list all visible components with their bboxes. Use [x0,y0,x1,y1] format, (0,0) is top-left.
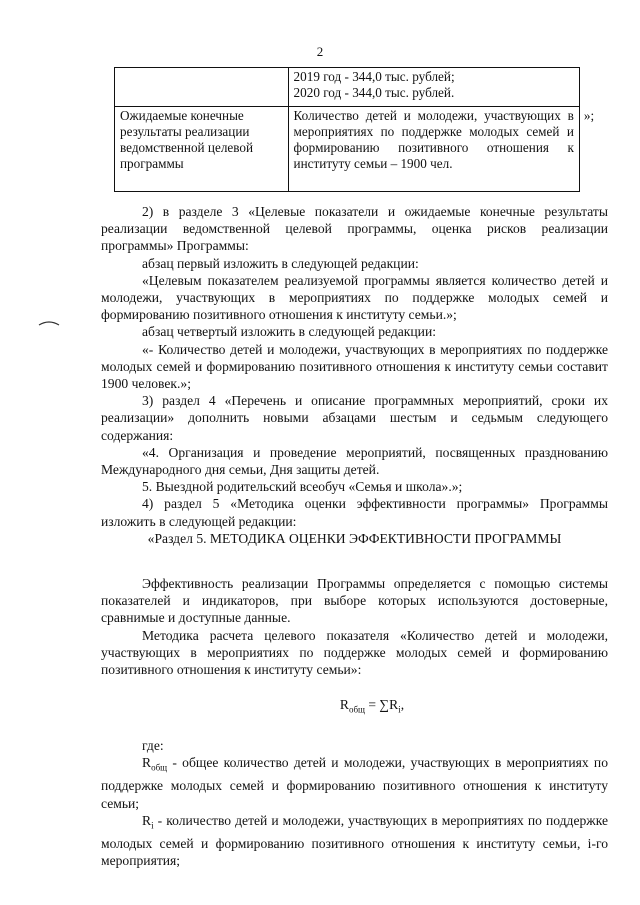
paragraph: «4. Организация и проведение мероприятий, посвященных празднованию Международного дня семьи, Дня защиты детей. [101,444,608,478]
expected-results-label: Ожидаемые конечные результаты реализации ведомственной целевой программы [115,107,289,192]
funding-2020: 2020 год - 344,0 тыс. рублей. [293,85,455,100]
paragraph: Эффективность реализации Программы определяется с помощью системы показателей и индикаторов, при выборе которых используются достоверные, сравнимые и доступные данные. [101,576,608,626]
closing-quote: »; [583,107,595,123]
table-row [115,68,608,107]
expected-results-value: Количество детей и молодежи, участвующих в мероприятиях по поддержке молодых семей и формированию позитивного отношения к институту семьи – 1900 чел. [288,107,579,192]
paragraph: абзац четвертый изложить в следующей редакции: [142,324,437,340]
section-heading: «Раздел 5. МЕТОДИКА ОЦЕНКИ ЭФФЕКТИВНОСТИ ПРОГРАММЫ [147,530,562,546]
paragraph: абзац первый изложить в следующей редакции: [142,255,419,271]
document-body [101,203,608,869]
definition-r-total: $R_{общ}$ - общее количество детей и молодежи, участвующих в мероприятиях по поддержке молодых семей и формированию позитивного отношения к институту семьи; [101,755,608,811]
program-table [114,67,608,192]
where-label: где: [142,738,164,754]
paragraph: «- Количество детей и молодежи, участвующих в мероприятиях по поддержке молодых семей и формированию позитивного отношения к институту семьи составит 1900 человек.»; [101,341,608,392]
paragraph: 2) в разделе 3 «Целевые показатели и ожидаемые конечные результаты реализации ведомственной целевой программы, оценка рисков реализации программы» Программы: [101,204,608,254]
paragraph: «Целевым показателем реализуемой программы является количество детей и молодежи, участвующих в мероприятиях по поддержке молодых семей и формированию позитивного отношения к институту семьи.»; [101,272,608,323]
paragraph: 4) раздел 5 «Методика оценки эффективности программы» Программы изложить в следующей редакции: [101,496,608,529]
table-cell-value [288,68,579,107]
formula: $R_{общ} = \sum R_i$, [339,697,405,715]
page-number: 2 [316,44,324,59]
paragraph: 3) раздел 4 «Перечень и описание программных мероприятий, сроки их реализации» дополнить новыми абзацами шестым и седьмым следующего содержания: [101,393,608,443]
funding-2019: 2019 год - 344,0 тыс. рублей; [293,69,455,84]
paragraph: Методика расчета целевого показателя «Количество детей и молодежи, участвующих в мероприятиях по поддержке молодых семей и формированию позитивного отношения к институту семьи»: [101,627,608,678]
table-cell-label [115,68,289,107]
definition-r-i: $R_i$ - количество детей и молодежи, участвующих в мероприятиях по поддержке молодых семей и формированию позитивного отношения к институту семьи, i-го мероприятия; [101,812,608,868]
paragraph: 5. Выездной родительский всеобуч «Семья и школа».»; [142,479,463,495]
margin-mark [38,319,60,327]
table-row [115,107,608,192]
